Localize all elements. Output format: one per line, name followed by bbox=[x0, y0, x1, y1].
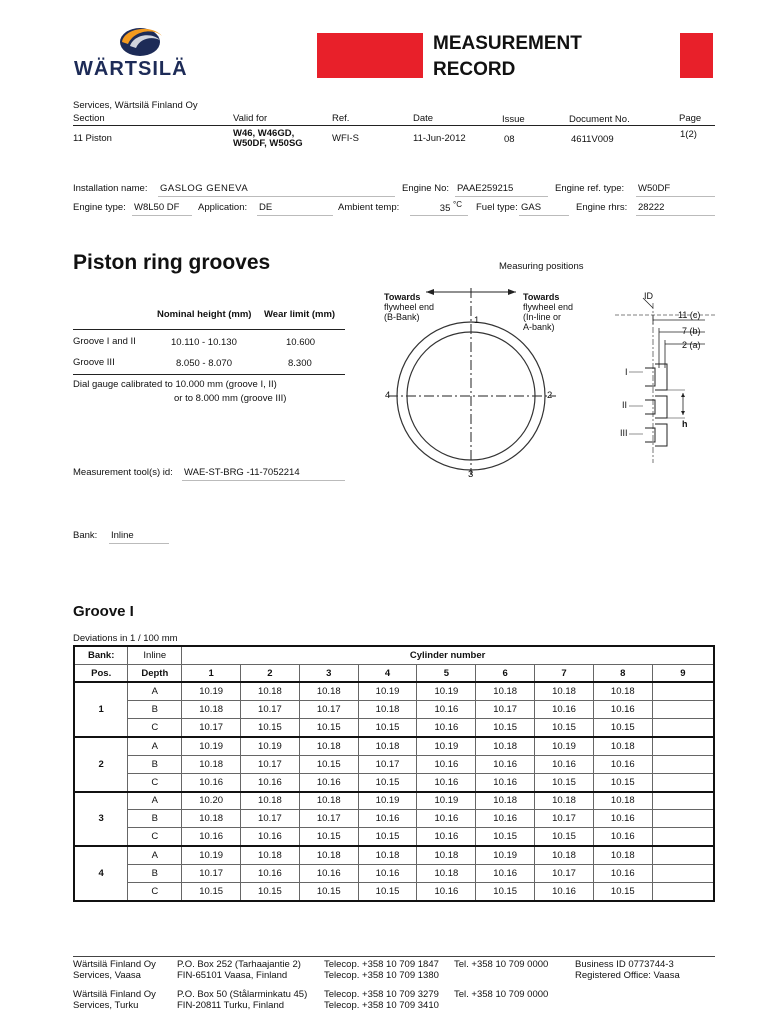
profile-groove-ii: II bbox=[622, 400, 628, 410]
profile-h: h bbox=[682, 419, 688, 429]
value-cell[interactable]: 10.19 bbox=[535, 737, 594, 755]
table-row bbox=[74, 864, 714, 882]
value-cell[interactable] bbox=[652, 882, 714, 900]
value-cell[interactable]: 10.18 bbox=[182, 810, 241, 828]
value-cell[interactable]: 10.17 bbox=[241, 701, 300, 719]
value-cell[interactable]: 10.18 bbox=[476, 792, 535, 810]
engine-no-field[interactable]: PAAE259215 bbox=[455, 183, 548, 197]
table-bank-value: Inline bbox=[128, 646, 182, 664]
col-issue: Issue bbox=[502, 114, 525, 125]
tool-label: Measurement tool(s) id: bbox=[73, 467, 173, 478]
value-cell[interactable]: 10.16 bbox=[417, 755, 476, 773]
wear-header: Wear limit (mm) bbox=[264, 309, 336, 320]
table-row bbox=[74, 810, 714, 828]
table-row bbox=[74, 719, 714, 737]
col-page: Page bbox=[679, 113, 702, 124]
value-cell[interactable]: 10.18 bbox=[299, 846, 358, 864]
fuel-field[interactable]: GAS bbox=[519, 202, 569, 216]
table-cylinder-label: Cylinder number bbox=[182, 646, 714, 664]
value-cell[interactable]: 10.15 bbox=[476, 828, 535, 846]
value-cell[interactable]: 10.18 bbox=[535, 792, 594, 810]
table-row bbox=[74, 882, 714, 900]
value-cell[interactable]: 10.18 bbox=[299, 682, 358, 700]
value-cell[interactable]: 10.20 bbox=[182, 792, 241, 810]
depth-cell: B bbox=[128, 810, 182, 828]
col-doc-no: Document No. bbox=[569, 114, 630, 125]
value-cell[interactable]: 10.16 bbox=[476, 773, 535, 791]
value-cell[interactable] bbox=[652, 864, 714, 882]
value-cell[interactable]: 10.15 bbox=[535, 773, 594, 791]
value-cell[interactable]: 10.16 bbox=[593, 864, 652, 882]
depth-cell: B bbox=[128, 701, 182, 719]
value-cell[interactable]: 10.18 bbox=[182, 755, 241, 773]
value-cell[interactable]: 10.18 bbox=[476, 682, 535, 700]
value-cell[interactable]: 10.16 bbox=[535, 701, 594, 719]
application-label: Application: bbox=[198, 202, 248, 213]
engine-ref-label: Engine ref. type: bbox=[555, 183, 625, 194]
value-cell[interactable] bbox=[652, 773, 714, 791]
value-cell[interactable]: 10.18 bbox=[299, 792, 358, 810]
value-cell[interactable]: 10.19 bbox=[182, 846, 241, 864]
value-cell[interactable]: 10.16 bbox=[593, 701, 652, 719]
tool-field[interactable]: WAE-ST-BRG -11-7052214 bbox=[182, 467, 345, 481]
depth-cell: C bbox=[128, 719, 182, 737]
cyl-header: 5 bbox=[417, 664, 476, 682]
table-row bbox=[74, 682, 714, 700]
col-date: Date bbox=[413, 113, 434, 124]
bank-label: Bank: bbox=[73, 530, 98, 541]
val-valid-for: W46, W46GD, W50DF, W50SG bbox=[233, 128, 303, 149]
footer-cell: Tel. +358 10 709 0000 bbox=[454, 989, 549, 1000]
groove-table-body bbox=[74, 682, 714, 900]
value-cell[interactable]: 10.16 bbox=[476, 755, 535, 773]
value-cell[interactable]: 10.15 bbox=[299, 882, 358, 900]
value-cell[interactable]: 10.16 bbox=[358, 864, 417, 882]
groove-table bbox=[73, 645, 715, 902]
rhrs-field[interactable]: 28222 bbox=[636, 202, 715, 216]
footer-cell: Wärtsilä Finland Oy bbox=[73, 959, 156, 970]
cyl-header: 9 bbox=[652, 664, 714, 682]
value-cell[interactable]: 10.16 bbox=[593, 810, 652, 828]
value-cell[interactable]: 10.18 bbox=[417, 864, 476, 882]
fuel-label: Fuel type: bbox=[476, 202, 518, 213]
value-cell[interactable]: 10.18 bbox=[535, 682, 594, 700]
value-cell[interactable]: 10.15 bbox=[299, 755, 358, 773]
depth-cell: B bbox=[128, 755, 182, 773]
value-cell[interactable]: 10.15 bbox=[358, 828, 417, 846]
value-cell[interactable]: 10.15 bbox=[593, 882, 652, 900]
row-wear-2: 8.300 bbox=[288, 358, 312, 369]
value-cell[interactable]: 10.16 bbox=[535, 882, 594, 900]
row-wear-1: 10.600 bbox=[286, 337, 316, 348]
position-cell: 4 bbox=[74, 846, 128, 901]
table-row bbox=[74, 755, 714, 773]
depth-cell: A bbox=[128, 737, 182, 755]
value-cell[interactable]: 10.16 bbox=[358, 810, 417, 828]
deviations-note: Deviations in 1 / 100 mm bbox=[73, 633, 178, 644]
value-cell[interactable]: 10.15 bbox=[593, 719, 652, 737]
table-row bbox=[74, 792, 714, 810]
value-cell[interactable]: 10.16 bbox=[241, 864, 300, 882]
footer-cell: Telecop. +358 10 709 1847 bbox=[324, 959, 439, 970]
value-cell[interactable]: 10.17 bbox=[182, 864, 241, 882]
cyl-header: 3 bbox=[299, 664, 358, 682]
bank-field[interactable]: Inline bbox=[109, 530, 169, 544]
value-cell[interactable]: 10.16 bbox=[417, 773, 476, 791]
red-bar-right bbox=[680, 33, 713, 78]
col-ref: Ref. bbox=[332, 113, 350, 124]
value-cell[interactable]: 10.18 bbox=[593, 792, 652, 810]
value-cell[interactable]: 10.18 bbox=[476, 737, 535, 755]
val-page: 1(2) bbox=[680, 129, 697, 140]
red-bar-left bbox=[317, 33, 423, 78]
table-bank-label: Bank: bbox=[74, 646, 128, 664]
value-cell[interactable]: 10.16 bbox=[476, 864, 535, 882]
value-cell[interactable]: 10.17 bbox=[241, 810, 300, 828]
value-cell[interactable]: 10.16 bbox=[593, 828, 652, 846]
val-doc-no: 4611V009 bbox=[571, 134, 614, 145]
cyl-header: 1 bbox=[182, 664, 241, 682]
value-cell[interactable]: 10.16 bbox=[476, 810, 535, 828]
value-cell[interactable]: 10.18 bbox=[241, 682, 300, 700]
value-cell[interactable]: 10.16 bbox=[299, 773, 358, 791]
depth-cell: B bbox=[128, 864, 182, 882]
value-cell[interactable]: 10.15 bbox=[299, 719, 358, 737]
footer bbox=[73, 959, 715, 1017]
dial-note-2: or to 8.000 mm (groove III) bbox=[174, 393, 287, 404]
value-cell[interactable]: 10.19 bbox=[241, 737, 300, 755]
footer-rule bbox=[73, 956, 715, 957]
value-cell[interactable]: 10.15 bbox=[476, 719, 535, 737]
row-name-1: Groove I and II bbox=[73, 336, 136, 347]
wartsila-emblem-icon bbox=[74, 18, 184, 62]
ambient-value: 35 bbox=[439, 203, 451, 215]
engine-no-label: Engine No: bbox=[402, 183, 450, 194]
profile-11c: 11 (c) bbox=[678, 310, 701, 320]
value-cell[interactable]: 10.17 bbox=[241, 755, 300, 773]
value-cell[interactable]: 10.15 bbox=[358, 882, 417, 900]
diagram-right-label: Towards flywheel end (In-line or A-bank) bbox=[523, 292, 574, 332]
value-cell[interactable]: 10.19 bbox=[417, 682, 476, 700]
value-cell[interactable]: 10.18 bbox=[358, 737, 417, 755]
value-cell[interactable] bbox=[652, 737, 714, 755]
footer-cell: Telecop. +358 10 709 3410 bbox=[324, 1000, 439, 1011]
value-cell[interactable]: 10.18 bbox=[417, 846, 476, 864]
company-name: WÄRTSILÄ bbox=[74, 58, 188, 80]
value-cell[interactable]: 10.15 bbox=[593, 773, 652, 791]
value-cell[interactable]: 10.18 bbox=[241, 792, 300, 810]
depth-cell: A bbox=[128, 682, 182, 700]
table-row bbox=[74, 737, 714, 755]
value-cell[interactable]: 10.16 bbox=[241, 828, 300, 846]
value-cell[interactable]: 10.18 bbox=[182, 701, 241, 719]
engine-type-label: Engine type: bbox=[73, 202, 126, 213]
cyl-header: 7 bbox=[535, 664, 594, 682]
groove-title: Groove I bbox=[73, 603, 134, 620]
value-cell[interactable]: 10.15 bbox=[358, 773, 417, 791]
profile-7b: 7 (b) bbox=[682, 326, 701, 336]
nominal-top-rule bbox=[73, 329, 345, 330]
footer-cell: P.O. Box 252 (Tarhaajantie 2) bbox=[177, 959, 301, 970]
depth-cell: A bbox=[128, 792, 182, 810]
profile-groove-iii: III bbox=[620, 428, 628, 438]
depth-cell: C bbox=[128, 828, 182, 846]
value-cell[interactable]: 10.17 bbox=[476, 701, 535, 719]
diagram-left-label: Towards flywheel end (B-Bank) bbox=[384, 292, 435, 322]
value-cell[interactable]: 10.15 bbox=[476, 882, 535, 900]
installation-label: Installation name: bbox=[73, 183, 148, 194]
value-cell[interactable]: 10.18 bbox=[241, 846, 300, 864]
footer-cell: FIN-20811 Turku, Finland bbox=[177, 1000, 285, 1011]
value-cell[interactable]: 10.16 bbox=[417, 810, 476, 828]
position-cell: 1 bbox=[74, 682, 128, 737]
value-cell[interactable] bbox=[652, 755, 714, 773]
col-section: Section bbox=[73, 113, 105, 124]
rhrs-label: Engine rhrs: bbox=[576, 202, 628, 213]
val-issue: 08 bbox=[504, 134, 515, 145]
document-title: MEASUREMENT RECORD bbox=[433, 33, 582, 80]
value-cell[interactable]: 10.15 bbox=[358, 719, 417, 737]
nominal-bottom-rule bbox=[73, 374, 345, 375]
profile-2a: 2 (a) bbox=[682, 340, 701, 350]
footer-cell: Telecop. +358 10 709 3279 bbox=[324, 989, 439, 1000]
value-cell[interactable]: 10.16 bbox=[593, 755, 652, 773]
footer-cell: Telecop. +358 10 709 1380 bbox=[324, 970, 439, 981]
footer-cell: Services, Turku bbox=[73, 1000, 139, 1011]
footer-cell: Tel. +358 10 709 0000 bbox=[454, 959, 549, 970]
value-cell[interactable]: 10.19 bbox=[417, 792, 476, 810]
position-4: 4 bbox=[385, 390, 391, 401]
value-cell[interactable] bbox=[652, 846, 714, 864]
value-cell[interactable]: 10.17 bbox=[358, 755, 417, 773]
profile-id-label: ID bbox=[644, 291, 653, 301]
measuring-positions-label: Measuring positions bbox=[499, 261, 584, 272]
value-cell[interactable]: 10.16 bbox=[182, 773, 241, 791]
value-cell[interactable]: 10.17 bbox=[299, 810, 358, 828]
value-cell[interactable]: 10.17 bbox=[182, 719, 241, 737]
org-name: Services, Wärtsilä Finland Oy bbox=[73, 100, 198, 111]
value-cell[interactable]: 10.15 bbox=[241, 882, 300, 900]
engine-ref-field[interactable]: W50DF bbox=[636, 183, 715, 197]
cyl-header: 8 bbox=[593, 664, 652, 682]
value-cell[interactable]: 10.17 bbox=[535, 810, 594, 828]
row-name-2: Groove III bbox=[73, 357, 115, 368]
table-pos-label: Pos. bbox=[74, 664, 128, 682]
position-2: 2 bbox=[547, 390, 553, 401]
value-cell[interactable] bbox=[652, 719, 714, 737]
value-cell[interactable] bbox=[652, 792, 714, 810]
value-cell[interactable]: 10.18 bbox=[535, 846, 594, 864]
footer-cell: P.O. Box 50 (Stålarminkatu 45) bbox=[177, 989, 308, 1000]
val-ref: WFI-S bbox=[332, 133, 359, 144]
value-cell[interactable] bbox=[652, 701, 714, 719]
position-cell: 3 bbox=[74, 792, 128, 847]
value-cell[interactable] bbox=[652, 828, 714, 846]
position-3: 3 bbox=[468, 469, 474, 480]
value-cell[interactable]: 10.17 bbox=[299, 701, 358, 719]
position-1: 1 bbox=[474, 315, 480, 326]
nominal-header: Nominal height (mm) bbox=[157, 309, 252, 320]
value-cell[interactable]: 10.15 bbox=[182, 882, 241, 900]
section-heading: Piston ring grooves bbox=[73, 251, 271, 274]
value-cell[interactable]: 10.17 bbox=[535, 864, 594, 882]
value-cell[interactable]: 10.18 bbox=[593, 682, 652, 700]
depth-cell: C bbox=[128, 882, 182, 900]
value-cell[interactable] bbox=[652, 682, 714, 700]
value-cell[interactable] bbox=[652, 810, 714, 828]
dial-note-1: Dial gauge calibrated to 10.000 mm (groove I, II) bbox=[73, 379, 277, 390]
table-row bbox=[74, 828, 714, 846]
val-date: 11-Jun-2012 bbox=[413, 133, 466, 144]
col-valid-for: Valid for bbox=[233, 113, 268, 124]
company-logo bbox=[74, 18, 188, 82]
table-row bbox=[74, 701, 714, 719]
depth-cell: A bbox=[128, 846, 182, 864]
value-cell[interactable]: 10.19 bbox=[417, 737, 476, 755]
value-cell[interactable]: 10.18 bbox=[358, 846, 417, 864]
table-depth-label: Depth bbox=[128, 664, 182, 682]
table-bank-row bbox=[74, 646, 714, 664]
value-cell[interactable]: 10.18 bbox=[593, 846, 652, 864]
value-cell[interactable]: 10.16 bbox=[417, 882, 476, 900]
cyl-header: 6 bbox=[476, 664, 535, 682]
value-cell[interactable]: 10.15 bbox=[241, 719, 300, 737]
value-cell[interactable]: 10.19 bbox=[182, 737, 241, 755]
table-row bbox=[74, 846, 714, 864]
value-cell[interactable]: 10.19 bbox=[358, 682, 417, 700]
value-cell[interactable]: 10.16 bbox=[417, 701, 476, 719]
footer-cell: Services, Vaasa bbox=[73, 970, 141, 981]
position-cell: 2 bbox=[74, 737, 128, 792]
value-cell[interactable]: 10.16 bbox=[535, 755, 594, 773]
footer-cell: Wärtsilä Finland Oy bbox=[73, 989, 156, 1000]
value-cell[interactable]: 10.15 bbox=[535, 719, 594, 737]
cyl-header: 2 bbox=[241, 664, 300, 682]
footer-cell: Business ID 0773744-3 bbox=[575, 959, 674, 970]
value-cell[interactable]: 10.15 bbox=[299, 828, 358, 846]
ambient-unit: °C bbox=[453, 200, 462, 209]
value-cell[interactable]: 10.16 bbox=[417, 828, 476, 846]
footer-cell: FIN-65101 Vaasa, Finland bbox=[177, 970, 288, 981]
value-cell[interactable]: 10.16 bbox=[182, 828, 241, 846]
value-cell[interactable]: 10.18 bbox=[593, 737, 652, 755]
row-nominal-2: 8.050 - 8.070 bbox=[176, 358, 232, 369]
value-cell[interactable]: 10.18 bbox=[358, 701, 417, 719]
row-nominal-1: 10.110 - 10.130 bbox=[171, 337, 237, 348]
table-header-row bbox=[74, 664, 714, 682]
value-cell[interactable]: 10.15 bbox=[535, 828, 594, 846]
value-cell[interactable]: 10.18 bbox=[299, 737, 358, 755]
cyl-header: 4 bbox=[358, 664, 417, 682]
value-cell[interactable]: 10.16 bbox=[417, 719, 476, 737]
installation-field[interactable]: GASLOG GENEVA bbox=[158, 183, 395, 197]
val-section: 11 Piston bbox=[73, 133, 112, 144]
value-cell[interactable]: 10.16 bbox=[241, 773, 300, 791]
application-field[interactable]: DE bbox=[257, 202, 333, 216]
profile-groove-i: I bbox=[625, 367, 628, 377]
value-cell[interactable]: 10.19 bbox=[358, 792, 417, 810]
engine-type-field[interactable]: W8L50 DF bbox=[132, 202, 192, 216]
value-cell[interactable]: 10.19 bbox=[476, 846, 535, 864]
depth-cell: C bbox=[128, 773, 182, 791]
value-cell[interactable]: 10.19 bbox=[182, 682, 241, 700]
ambient-label: Ambient temp: bbox=[338, 202, 400, 213]
table-row bbox=[74, 773, 714, 791]
footer-cell: Registered Office: Vaasa bbox=[575, 970, 680, 981]
header-divider bbox=[73, 125, 715, 126]
ambient-field[interactable] bbox=[410, 200, 468, 216]
value-cell[interactable]: 10.16 bbox=[299, 864, 358, 882]
